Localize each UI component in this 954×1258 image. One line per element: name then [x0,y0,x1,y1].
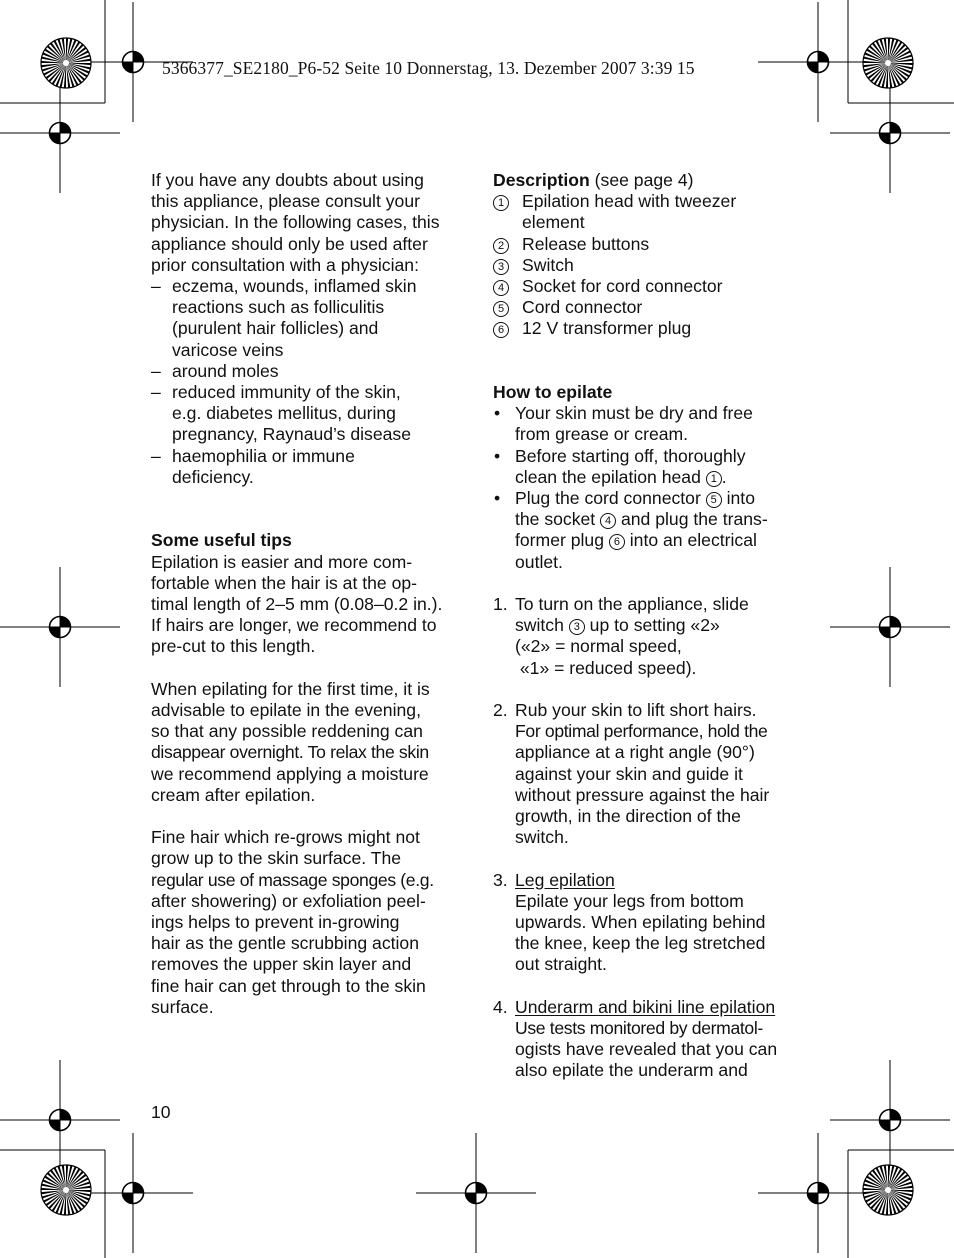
right-column [493,170,803,1082]
page-number: 10 [151,1102,171,1122]
part-number-badge: 5 [493,301,509,317]
intro-paragraph: If you have any doubts about using this appliance, please consult your physician. In the following cases, this appliance should only be used after prior consultation with a physician: [151,170,440,275]
description-heading: Description (see page 4) [493,170,694,190]
part-list-item: 1 Epilation head with tweezer element [493,191,803,233]
part-number-badge: 2 [493,238,509,254]
part-number-badge: 3 [493,259,509,275]
part-number-badge: 1 [493,195,509,211]
sunburst-target-icon [863,38,913,88]
tips-paragraph: Epilation is easier and more com- fortable when the hair is at the op- timal length of 2–5 mm (0.08–0.2 in.). If hairs are longer, we recommend to pre-cut to this length. [151,551,443,657]
print-slug-line: 5366377_SE2180_P6-52 Seite 10 Donnerstag, 13. Dezember 2007 3:39 15 [162,58,695,78]
bullet-list-item: • Plug the cord connector 5 into the socket 4 and plug the trans- former plug 6 into an electrical outlet. [494,488,768,572]
step-title: Underarm and bikini line epilation [515,996,776,1017]
condition-list-item: – eczema, wounds, inflamed skin reactions such as folliculitis (purulent hair follicles) and varicose veins [151,276,417,360]
left-column [151,170,461,1018]
part-list-item: 3 Switch [493,255,803,276]
condition-list-item: – around moles [151,360,279,381]
part-ref-badge: 1 [706,471,722,487]
step-item: 1. To turn on the appliance, slide switch 3 up to setting «2» («2» = normal speed, «1» = reduced speed). [493,594,749,678]
condition-list-item: – reduced immunity of the skin, e.g. diabetes mellitus, during pregnancy, Raynaud’s disease [151,382,411,445]
step-item: 4. Underarm and bikini line epilation Use tests monitored by dermatol- ogists have revealed that you can also epilate the underarm and [493,996,778,1081]
sunburst-target-icon [863,1165,913,1215]
condition-list-item: – haemophilia or immune deficiency. [151,445,355,487]
step-item: 3. Leg epilation Epilate your legs from bottom upwards. When epilating behind the knee, keep the leg stretched out straight. [493,869,766,975]
part-number-badge: 6 [493,322,509,338]
part-ref-badge: 6 [609,534,625,550]
part-number-badge: 4 [493,280,509,296]
step-title: Leg epilation [515,869,615,890]
part-ref-badge: 3 [569,619,585,635]
part-list-item: 6 12 V transformer plug [493,318,803,339]
part-list-item: 4 Socket for cord connector [493,276,803,297]
part-list-item: 2 Release buttons [493,234,803,255]
bullet-list-item: • Your skin must be dry and free from grease or cream. [494,403,753,445]
part-list-item: 5 Cord connector [493,297,803,318]
part-ref-badge: 4 [600,513,616,529]
tips-paragraph: Fine hair which re-grows might not grow up to the skin surface. The regular use of massage sponges (e.g. after showering) or exfoliation peel- ings helps to prevent in-growing hair as the gentle scrubbing action removes the upper skin layer and fine hair can get through to the skin surface. [151,827,434,1017]
sunburst-target-icon [41,1165,91,1215]
tips-paragraph: When epilating for the first time, it is advisable to epilate in the evening, so that any possible reddening can disappear overnight. To relax the skin we recommend applying a moisture cream after epilation. [151,678,430,805]
part-ref-badge: 5 [706,492,722,508]
bullet-list-item: • Before starting off, thoroughly clean the epilation head 1 . [494,445,746,487]
sunburst-target-icon [41,38,91,88]
step-item: 2. Rub your skin to lift short hairs. For optimal performance, hold the appliance at a right angle (90°) against your skin and guide it without pressure against the hair growth, in the direction of the switch. [493,700,770,848]
section-heading: How to epilate [493,382,613,403]
section-heading: Some useful tips [151,530,292,551]
